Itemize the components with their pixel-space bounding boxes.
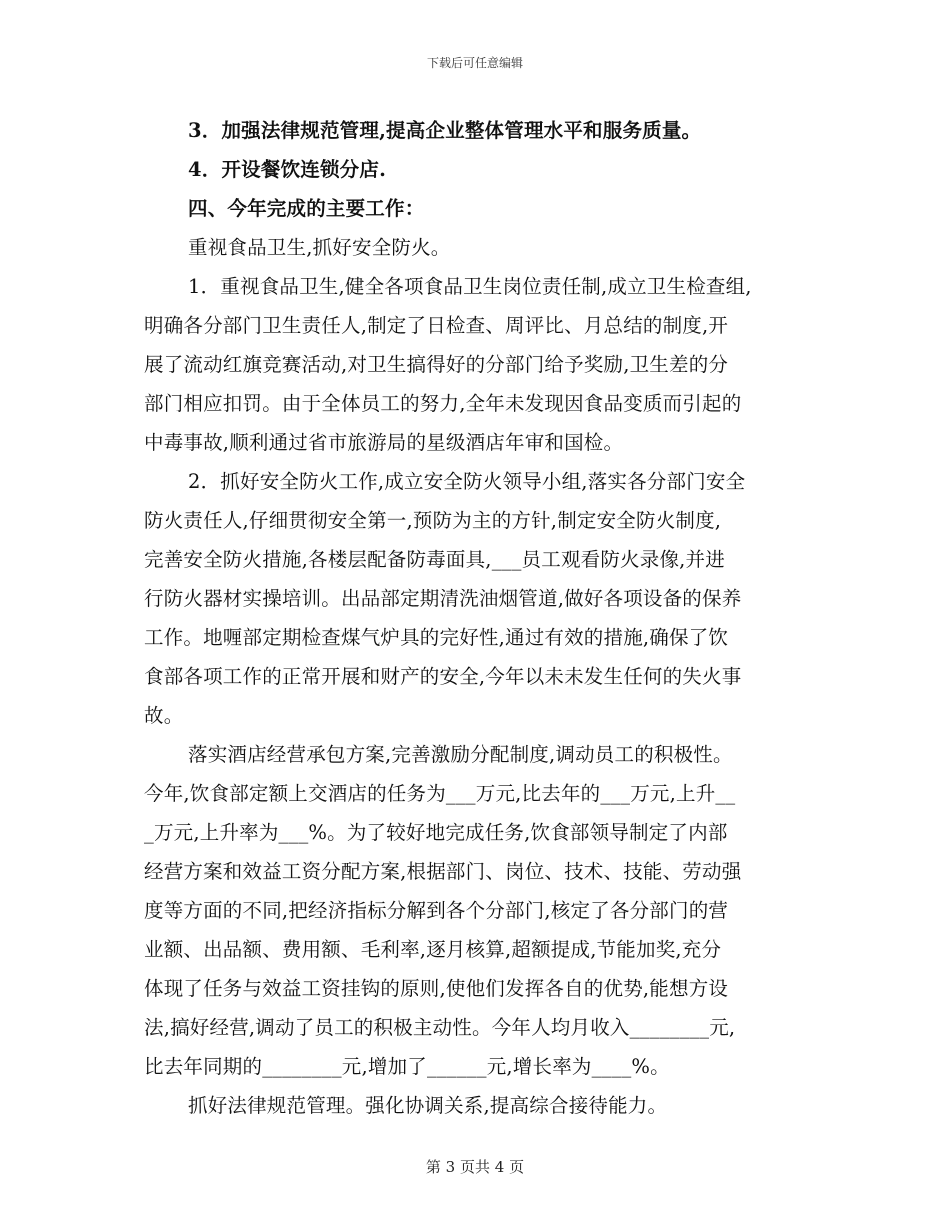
text-line: 经营方案和效益工资分配方案,根据部门、岗位、技术、技能、劳动强 <box>144 860 742 883</box>
text-line: 工作。地喱部定期检查煤气炉具的完好性,通过有效的措施,确保了饮 <box>144 626 729 649</box>
text-line: 行防火器材实操培训。出品部定期清洗油烟管道,做好各项设备的保养 <box>144 587 742 610</box>
text-line: 度等方面的不同,把经济指标分解到各个分部门,核定了各分部门的营 <box>144 899 729 922</box>
text-line: 落实酒店经营承包方案,完善激励分配制度,调动员工的积极性。 <box>188 743 733 766</box>
subheading-food-safety: 重视食品卫生,抓好安全防火。 <box>188 236 451 259</box>
text-line: 1．重视食品卫生,健全各项食品卫生岗位责任制,成立卫生检查组, <box>188 275 752 298</box>
text-line: 食部各项工作的正常开展和财产的安全,今年以未未发生任何的失火事 <box>144 665 742 688</box>
text-line: 今年,饮食部定额上交酒店的任务为___万元,比去年的___万元,上升__ <box>144 782 736 805</box>
text-line: 法,搞好经营,调动了员工的积极主动性。今年人均月收入________元, <box>144 1016 736 1039</box>
text-line: 业额、出品额、费用额、毛利率,逐月核算,超额提成,节能加奖,充分 <box>144 938 722 961</box>
text-line: 展了流动红旗竞赛活动,对卫生搞得好的分部门给予奖励,卫生差的分 <box>144 353 729 376</box>
paragraph-fire-safety <box>144 462 814 735</box>
list-item-4: 4．开设餐饮连锁分店. <box>188 158 387 181</box>
page-footer: 第 3 页共 4 页 <box>425 1158 525 1176</box>
paragraph-hygiene <box>144 267 814 462</box>
page-header: 下载后可任意编辑 <box>426 56 523 70</box>
paragraph-legal-management: 抓好法律规范管理。强化协调关系,提高综合接待能力。 <box>188 1094 668 1117</box>
text-line: 部门相应扣罚。由于全体员工的努力,全年未发现因食品变质而引起的 <box>144 392 742 415</box>
text-line: 防火责任人,仔细贯彻安全第一,预防为主的方针,制定安全防火制度, <box>144 509 722 532</box>
text-line: 体现了任务与效益工资挂钩的原则,使他们发挥各自的优势,能想方设 <box>144 977 729 1000</box>
text-line: 比去年同期的________元,增加了______元,增长率为____%。 <box>144 1055 670 1078</box>
text-line: 2．抓好安全防火工作,成立安全防火领导小组,落实各分部门安全 <box>188 470 746 493</box>
text-line: 明确各分部门卫生责任人,制定了日检查、周评比、月总结的制度,开 <box>144 314 729 337</box>
document-body <box>144 111 814 1125</box>
paragraph-contract-plan <box>144 735 814 1086</box>
text-line: 故。 <box>144 704 184 727</box>
section-heading: 四、今年完成的主要工作： <box>188 197 425 220</box>
text-line: 完善安全防火措施,各楼层配备防毒面具,___员工观看防火录像,并进 <box>144 548 725 571</box>
text-line: 中毒事故,顺利通过省市旅游局的星级酒店年审和国检。 <box>144 431 624 454</box>
list-item-3: 3．加强法律规范管理,提高企业整体管理水平和服务质量。 <box>188 119 702 142</box>
text-line: _万元,上升率为___%。为了较好地完成任务,饮食部领导制定了内部 <box>144 821 728 844</box>
